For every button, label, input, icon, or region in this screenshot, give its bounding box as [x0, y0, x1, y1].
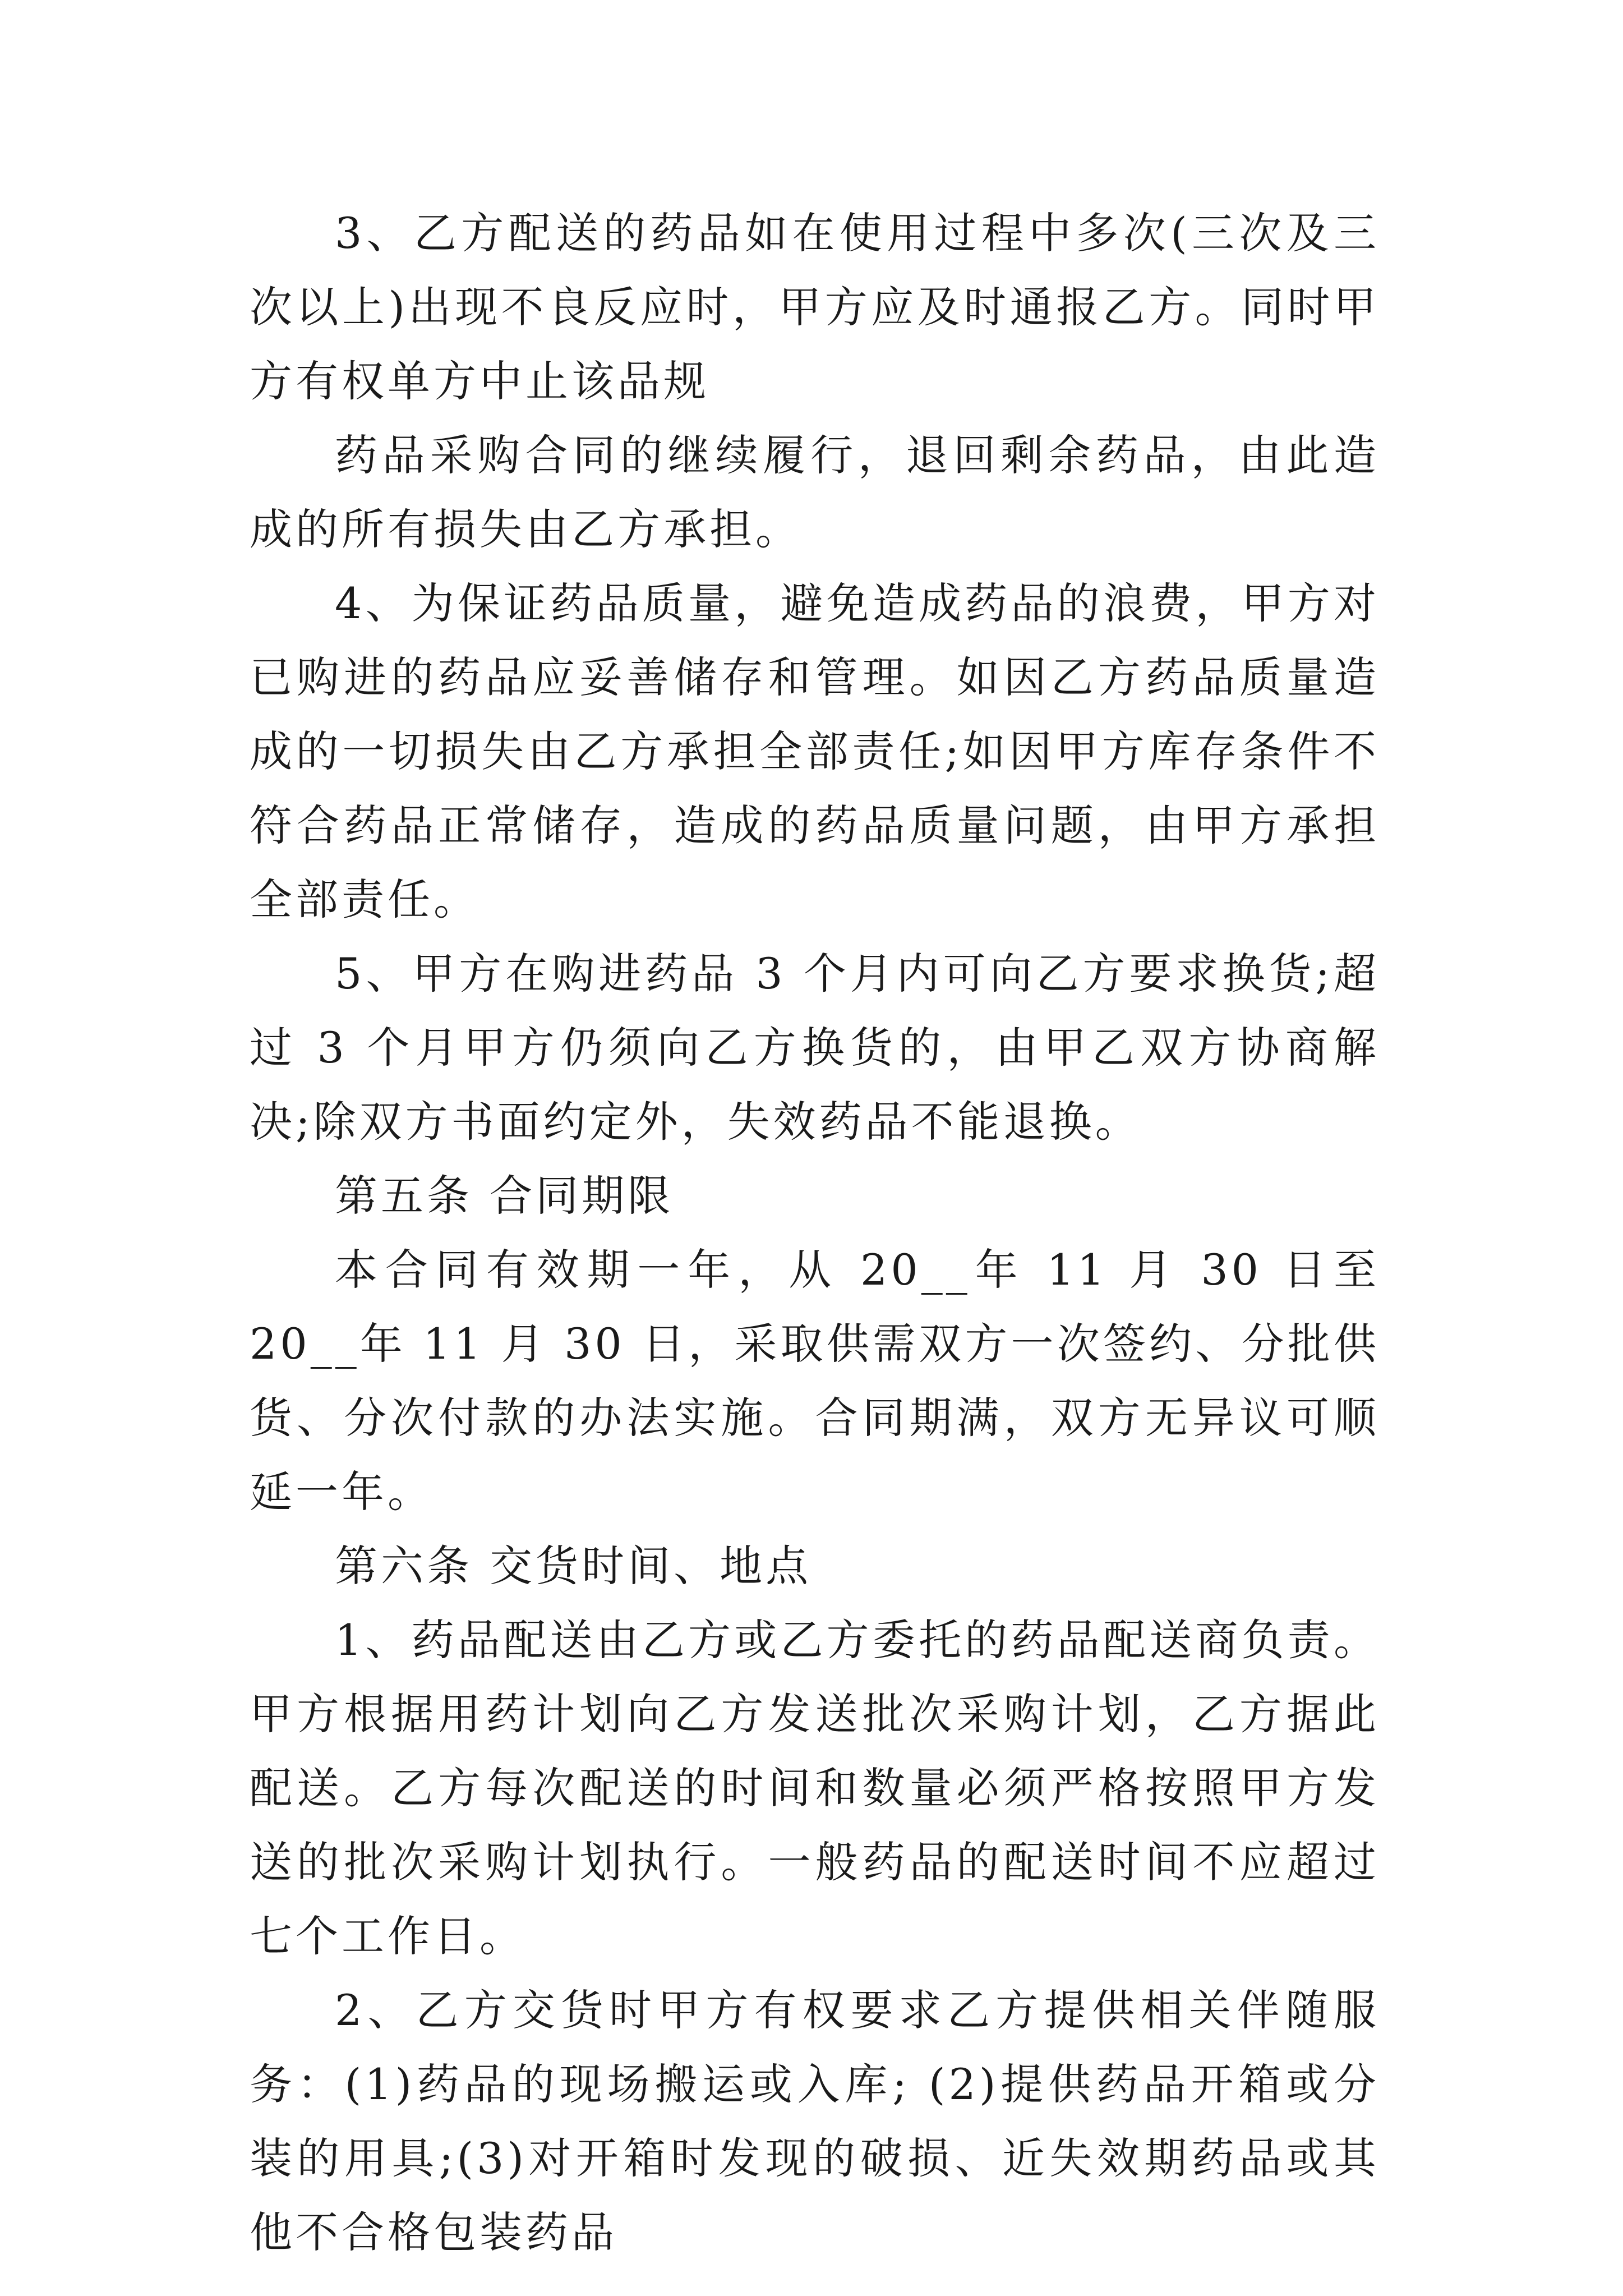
contract-body-text: [250, 196, 1380, 2270]
paragraph-clause-3-continued: 药品采购合同的继续履行，退回剩余药品，由此造成的所有损失由乙方承担。: [250, 430, 1380, 554]
section-heading-article-6: 第六条 交货时间、地点: [335, 1541, 812, 1591]
paragraph-clause-5: 5、甲方在购进药品 3 个月内可向乙方要求换货;超过 3 个月甲方仍须向乙方换货的，由甲乙双方协商解决;除双方书面约定外，失效药品不能退换。: [250, 949, 1380, 1147]
paragraph-clause-4: 4、为保证药品质量，避免造成药品的浪费，甲方对已购进的药品应妥善储存和管理。如因乙方药品质量造成的一切损失由乙方承担全部责任;如因甲方库存条件不符合药品正常储存，造成的药品质量问题，由甲方承担全部责任。: [250, 578, 1380, 924]
section-heading-article-5: 第五条 合同期限: [335, 1171, 674, 1221]
paragraph-delivery-2: 2、乙方交货时甲方有权要求乙方提供相关伴随服务：(1)药品的现场搬运或入库; (2)提供药品开箱或分装的用具;(3)对开箱时发现的破损、近失效期药品或其他不合格包装药品: [250, 1985, 1380, 2257]
paragraph-contract-term: 本合同有效期一年，从 20__年 11 月 30 日至 20__年 11 月 30 日，采取供需双方一次签约、分批供货、分次付款的办法实施。合同期满，双方无异议可顺延一年。: [250, 1245, 1380, 1517]
paragraph-clause-3: 3、乙方配送的药品如在使用过程中多次(三次及三次以上)出现不良反应时，甲方应及时通报乙方。同时甲方有权单方中止该品规: [250, 208, 1380, 406]
paragraph-delivery-1: 1、药品配送由乙方或乙方委托的药品配送商负责。甲方根据用药计划向乙方发送批次采购计划，乙方据此配送。乙方每次配送的时间和数量必须严格按照甲方发送的批次采购计划执行。一般药品的配送时间不应超过七个工作日。: [250, 1615, 1380, 1961]
